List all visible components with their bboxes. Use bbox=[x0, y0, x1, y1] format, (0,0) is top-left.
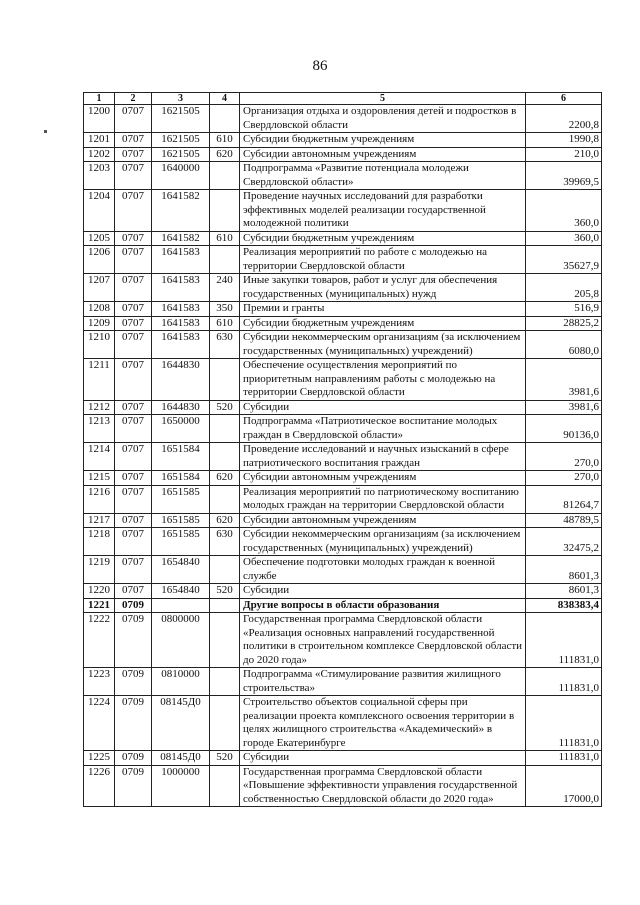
expense-type-cell: 620 bbox=[210, 513, 240, 528]
table-row bbox=[84, 231, 602, 246]
row-number-cell: 1205 bbox=[84, 231, 115, 246]
expense-type-cell: 520 bbox=[210, 751, 240, 766]
section-code-cell: 0707 bbox=[115, 528, 152, 556]
table-row bbox=[84, 471, 602, 486]
row-number-cell: 1217 bbox=[84, 513, 115, 528]
amount-cell: 48789,5 bbox=[526, 513, 602, 528]
amount-cell: 90136,0 bbox=[526, 415, 602, 443]
description-cell: Подпрограмма «Стимулирование развития жилищного строительства» bbox=[240, 668, 526, 696]
target-code-cell: 1651584 bbox=[152, 443, 210, 471]
description-cell: Реализация мероприятий по патриотическому воспитанию молодых граждан на территории Свердловской области bbox=[240, 485, 526, 513]
amount-cell: 3981,6 bbox=[526, 359, 602, 401]
description-cell: Субсидии bbox=[240, 584, 526, 599]
scan-artifact bbox=[44, 130, 47, 133]
description-cell: Иные закупки товаров, работ и услуг для обеспечения государственных (муниципальных) нужд bbox=[240, 274, 526, 302]
row-number-cell: 1222 bbox=[84, 613, 115, 668]
expense-type-cell: 520 bbox=[210, 584, 240, 599]
table-row bbox=[84, 513, 602, 528]
row-number-cell: 1203 bbox=[84, 162, 115, 190]
section-code-cell: 0707 bbox=[115, 246, 152, 274]
column-header: 2 bbox=[115, 93, 152, 105]
expense-type-cell bbox=[210, 443, 240, 471]
expense-type-cell bbox=[210, 485, 240, 513]
description-cell: Обеспечение осуществления мероприятий по приоритетным направлениям работы с молодежью на территории Свердловской области bbox=[240, 359, 526, 401]
expense-type-cell bbox=[210, 105, 240, 133]
section-code-cell: 0707 bbox=[115, 513, 152, 528]
section-code-cell: 0709 bbox=[115, 765, 152, 807]
amount-cell: 8601,3 bbox=[526, 584, 602, 599]
target-code-cell: 1650000 bbox=[152, 415, 210, 443]
expense-type-cell: 630 bbox=[210, 528, 240, 556]
target-code-cell: 1651585 bbox=[152, 485, 210, 513]
section-code-cell: 0707 bbox=[115, 471, 152, 486]
expense-type-cell: 520 bbox=[210, 400, 240, 415]
table-body bbox=[84, 105, 602, 807]
description-cell: Государственная программа Свердловской области «Реализация основных направлений государственной политики в строительном комплексе Свердловской области до 2020 года» bbox=[240, 613, 526, 668]
expense-type-cell bbox=[210, 359, 240, 401]
section-code-cell: 0707 bbox=[115, 400, 152, 415]
amount-cell: 270,0 bbox=[526, 443, 602, 471]
section-code-cell: 0707 bbox=[115, 485, 152, 513]
table-row bbox=[84, 359, 602, 401]
row-number-cell: 1214 bbox=[84, 443, 115, 471]
target-code-cell: 1641583 bbox=[152, 331, 210, 359]
row-number-cell: 1204 bbox=[84, 190, 115, 232]
row-number-cell: 1200 bbox=[84, 105, 115, 133]
description-cell: Подпрограмма «Развитие потенциала молодежи Свердловской области» bbox=[240, 162, 526, 190]
section-code-cell: 0707 bbox=[115, 584, 152, 599]
amount-cell: 111831,0 bbox=[526, 751, 602, 766]
expense-type-cell bbox=[210, 668, 240, 696]
amount-cell: 8601,3 bbox=[526, 556, 602, 584]
amount-cell: 32475,2 bbox=[526, 528, 602, 556]
expense-type-cell bbox=[210, 696, 240, 751]
row-number-cell: 1219 bbox=[84, 556, 115, 584]
table-row bbox=[84, 133, 602, 148]
budget-table-container bbox=[83, 92, 602, 807]
description-cell: Проведение исследований и научных изысканий в сфере патриотического воспитания граждан bbox=[240, 443, 526, 471]
amount-cell: 81264,7 bbox=[526, 485, 602, 513]
table-row bbox=[84, 302, 602, 317]
section-code-cell: 0709 bbox=[115, 668, 152, 696]
target-code-cell: 08145Д0 bbox=[152, 751, 210, 766]
target-code-cell: 1641583 bbox=[152, 316, 210, 331]
section-code-cell: 0707 bbox=[115, 190, 152, 232]
table-row bbox=[84, 246, 602, 274]
expense-type-cell bbox=[210, 162, 240, 190]
target-code-cell: 1654840 bbox=[152, 556, 210, 584]
amount-cell: 39969,5 bbox=[526, 162, 602, 190]
target-code-cell: 1621505 bbox=[152, 133, 210, 148]
section-code-cell: 0707 bbox=[115, 443, 152, 471]
target-code-cell: 1644830 bbox=[152, 400, 210, 415]
target-code-cell: 08145Д0 bbox=[152, 696, 210, 751]
description-cell: Субсидии некоммерческим организациям (за исключением государственных (муниципальных) учреждений) bbox=[240, 528, 526, 556]
target-code-cell: 1621505 bbox=[152, 147, 210, 162]
table-row bbox=[84, 584, 602, 599]
amount-cell: 111831,0 bbox=[526, 696, 602, 751]
description-cell: Субсидии автономным учреждениям bbox=[240, 513, 526, 528]
row-number-cell: 1216 bbox=[84, 485, 115, 513]
description-cell: Субсидии бюджетным учреждениям bbox=[240, 231, 526, 246]
row-number-cell: 1224 bbox=[84, 696, 115, 751]
target-code-cell: 0810000 bbox=[152, 668, 210, 696]
amount-cell: 111831,0 bbox=[526, 613, 602, 668]
section-code-cell: 0707 bbox=[115, 316, 152, 331]
section-code-cell: 0707 bbox=[115, 556, 152, 584]
expense-type-cell bbox=[210, 415, 240, 443]
description-cell: Субсидии автономным учреждениям bbox=[240, 147, 526, 162]
section-code-cell: 0709 bbox=[115, 696, 152, 751]
description-cell: Другие вопросы в области образования bbox=[240, 598, 526, 613]
table-row bbox=[84, 751, 602, 766]
amount-cell: 270,0 bbox=[526, 471, 602, 486]
column-header: 3 bbox=[152, 93, 210, 105]
description-cell: Субсидии бюджетным учреждениям bbox=[240, 133, 526, 148]
expense-type-cell: 610 bbox=[210, 231, 240, 246]
row-number-cell: 1202 bbox=[84, 147, 115, 162]
target-code-cell: 1644830 bbox=[152, 359, 210, 401]
table-row bbox=[84, 613, 602, 668]
expense-type-cell bbox=[210, 246, 240, 274]
expense-type-cell: 620 bbox=[210, 471, 240, 486]
section-code-cell: 0707 bbox=[115, 302, 152, 317]
amount-cell: 111831,0 bbox=[526, 668, 602, 696]
row-number-cell: 1212 bbox=[84, 400, 115, 415]
column-header: 4 bbox=[210, 93, 240, 105]
table-row bbox=[84, 668, 602, 696]
section-code-cell: 0707 bbox=[115, 274, 152, 302]
expense-type-cell bbox=[210, 613, 240, 668]
amount-cell: 35627,9 bbox=[526, 246, 602, 274]
amount-cell: 838383,4 bbox=[526, 598, 602, 613]
budget-table bbox=[83, 92, 602, 807]
target-code-cell: 1640000 bbox=[152, 162, 210, 190]
row-number-cell: 1211 bbox=[84, 359, 115, 401]
expense-type-cell bbox=[210, 556, 240, 584]
table-row bbox=[84, 443, 602, 471]
target-code-cell: 1000000 bbox=[152, 765, 210, 807]
amount-cell: 17000,0 bbox=[526, 765, 602, 807]
expense-type-cell: 610 bbox=[210, 133, 240, 148]
table-row bbox=[84, 162, 602, 190]
description-cell: Субсидии бюджетным учреждениям bbox=[240, 316, 526, 331]
description-cell: Государственная программа Свердловской области «Повышение эффективности управления государственной собственностью Свердловской области до 2020 года» bbox=[240, 765, 526, 807]
amount-cell: 2200,8 bbox=[526, 105, 602, 133]
row-number-cell: 1221 bbox=[84, 598, 115, 613]
target-code-cell: 0800000 bbox=[152, 613, 210, 668]
table-row bbox=[84, 105, 602, 133]
section-code-cell: 0707 bbox=[115, 133, 152, 148]
expense-type-cell: 350 bbox=[210, 302, 240, 317]
description-cell: Субсидии некоммерческим организациям (за исключением государственных (муниципальных) учреждений) bbox=[240, 331, 526, 359]
section-code-cell: 0707 bbox=[115, 359, 152, 401]
row-number-cell: 1206 bbox=[84, 246, 115, 274]
row-number-cell: 1223 bbox=[84, 668, 115, 696]
expense-type-cell: 620 bbox=[210, 147, 240, 162]
description-cell: Проведение научных исследований для разработки эффективных моделей реализации государственной молодежной политики bbox=[240, 190, 526, 232]
expense-type-cell bbox=[210, 598, 240, 613]
row-number-cell: 1207 bbox=[84, 274, 115, 302]
description-cell: Субсидии автономным учреждениям bbox=[240, 471, 526, 486]
amount-cell: 3981,6 bbox=[526, 400, 602, 415]
section-code-cell: 0709 bbox=[115, 598, 152, 613]
amount-cell: 205,8 bbox=[526, 274, 602, 302]
row-number-cell: 1220 bbox=[84, 584, 115, 599]
target-code-cell: 1621505 bbox=[152, 105, 210, 133]
expense-type-cell: 240 bbox=[210, 274, 240, 302]
table-row bbox=[84, 415, 602, 443]
amount-cell: 1990,8 bbox=[526, 133, 602, 148]
description-cell: Реализация мероприятий по работе с молодежью на территории Свердловской области bbox=[240, 246, 526, 274]
table-row bbox=[84, 598, 602, 613]
target-code-cell: 1641583 bbox=[152, 274, 210, 302]
row-number-cell: 1213 bbox=[84, 415, 115, 443]
table-row bbox=[84, 485, 602, 513]
table-row bbox=[84, 316, 602, 331]
section-code-cell: 0707 bbox=[115, 162, 152, 190]
description-cell: Субсидии bbox=[240, 400, 526, 415]
table-row bbox=[84, 331, 602, 359]
row-number-cell: 1215 bbox=[84, 471, 115, 486]
amount-cell: 360,0 bbox=[526, 231, 602, 246]
amount-cell: 6080,0 bbox=[526, 331, 602, 359]
row-number-cell: 1225 bbox=[84, 751, 115, 766]
column-header: 6 bbox=[526, 93, 602, 105]
section-code-cell: 0709 bbox=[115, 613, 152, 668]
target-code-cell: 1641582 bbox=[152, 231, 210, 246]
page-number: 86 bbox=[312, 58, 328, 74]
amount-cell: 516,9 bbox=[526, 302, 602, 317]
expense-type-cell: 610 bbox=[210, 316, 240, 331]
row-number-cell: 1201 bbox=[84, 133, 115, 148]
target-code-cell: 1641583 bbox=[152, 302, 210, 317]
description-cell: Обеспечение подготовки молодых граждан к военной службе bbox=[240, 556, 526, 584]
description-cell: Строительство объектов социальной сферы при реализации проекта комплексного освоения территории в целях жилищного строительства «Академический» в городе Екатеринбурге bbox=[240, 696, 526, 751]
table-row bbox=[84, 556, 602, 584]
section-code-cell: 0707 bbox=[115, 331, 152, 359]
target-code-cell: 1651585 bbox=[152, 528, 210, 556]
expense-type-cell: 630 bbox=[210, 331, 240, 359]
expense-type-cell bbox=[210, 765, 240, 807]
section-code-cell: 0707 bbox=[115, 231, 152, 246]
target-code-cell bbox=[152, 598, 210, 613]
table-header-row bbox=[84, 93, 602, 105]
row-number-cell: 1210 bbox=[84, 331, 115, 359]
expense-type-cell bbox=[210, 190, 240, 232]
column-header: 5 bbox=[240, 93, 526, 105]
description-cell: Субсидии bbox=[240, 751, 526, 766]
row-number-cell: 1209 bbox=[84, 316, 115, 331]
table-row bbox=[84, 765, 602, 807]
section-code-cell: 0709 bbox=[115, 751, 152, 766]
amount-cell: 360,0 bbox=[526, 190, 602, 232]
target-code-cell: 1641583 bbox=[152, 246, 210, 274]
target-code-cell: 1651585 bbox=[152, 513, 210, 528]
row-number-cell: 1218 bbox=[84, 528, 115, 556]
description-cell: Подпрограмма «Патриотическое воспитание молодых граждан в Свердловской области» bbox=[240, 415, 526, 443]
amount-cell: 28825,2 bbox=[526, 316, 602, 331]
table-row bbox=[84, 274, 602, 302]
target-code-cell: 1641582 bbox=[152, 190, 210, 232]
target-code-cell: 1654840 bbox=[152, 584, 210, 599]
section-code-cell: 0707 bbox=[115, 105, 152, 133]
section-code-cell: 0707 bbox=[115, 415, 152, 443]
table-row bbox=[84, 400, 602, 415]
table-row bbox=[84, 147, 602, 162]
table-row bbox=[84, 190, 602, 232]
column-header: 1 bbox=[84, 93, 115, 105]
table-row bbox=[84, 696, 602, 751]
row-number-cell: 1208 bbox=[84, 302, 115, 317]
row-number-cell: 1226 bbox=[84, 765, 115, 807]
amount-cell: 210,0 bbox=[526, 147, 602, 162]
table-row bbox=[84, 528, 602, 556]
target-code-cell: 1651584 bbox=[152, 471, 210, 486]
description-cell: Организация отдыха и оздоровления детей и подростков в Свердловской области bbox=[240, 105, 526, 133]
section-code-cell: 0707 bbox=[115, 147, 152, 162]
description-cell: Премии и гранты bbox=[240, 302, 526, 317]
